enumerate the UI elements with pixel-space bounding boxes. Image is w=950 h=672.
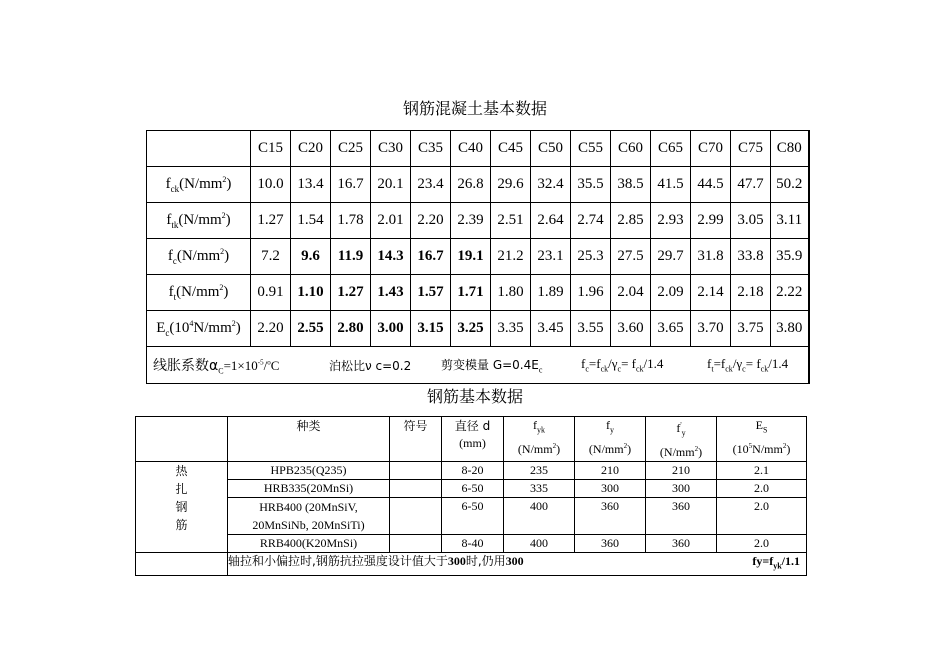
property-value: 2.51 xyxy=(491,203,531,239)
steel-fy: 360 xyxy=(575,535,646,553)
category-char: 钢 xyxy=(175,500,188,515)
property-value: 3.05 xyxy=(731,203,771,239)
steel-fyk: 400 xyxy=(504,498,575,535)
steel-type: HRB335(20MnSi) xyxy=(228,480,390,498)
property-label: $f_t(N/mm^2)$ xyxy=(147,275,251,311)
steel-header-row xyxy=(136,417,807,462)
steel-fy-prime: 210 xyxy=(646,462,717,480)
property-value: 3.15 xyxy=(411,311,451,347)
grade-header-cell: C30 xyxy=(371,131,411,167)
steel-table-title: 钢筋基本数据 xyxy=(426,387,523,406)
property-value: 35.9 xyxy=(771,239,809,275)
steel-diameter: 6-50 xyxy=(442,498,504,535)
concrete-property-row xyxy=(147,275,809,311)
steel-fyk: 400 xyxy=(504,535,575,553)
grade-header-cell: C15 xyxy=(251,131,291,167)
property-label: $f_c(N/mm^2)$ xyxy=(147,239,251,275)
grade-header-cell: C80 xyxy=(771,131,809,167)
property-value: 1.43 xyxy=(371,275,411,311)
property-value: 29.7 xyxy=(651,239,691,275)
steel-diameter: 6-50 xyxy=(442,480,504,498)
steel-fy: 210 xyxy=(575,462,646,480)
property-value: 1.89 xyxy=(531,275,571,311)
type-header: 种类 xyxy=(228,417,390,462)
property-value: 21.2 xyxy=(491,239,531,275)
property-value: 2.04 xyxy=(611,275,651,311)
shear-modulus: 剪变模量 $G=0.4E_c$ xyxy=(441,357,543,375)
steel-diameter: 8-20 xyxy=(442,462,504,480)
fy-header: $f_y$ $(N/mm^2)$ xyxy=(575,417,646,462)
property-label: $f_{tk}(N/mm^2)$ xyxy=(147,203,251,239)
property-value: 1.27 xyxy=(331,275,371,311)
concrete-property-row xyxy=(147,167,809,203)
property-value: 1.78 xyxy=(331,203,371,239)
steel-corner-cell xyxy=(136,417,228,462)
property-label: $E_c(10^4N/mm^2)$ xyxy=(147,311,251,347)
property-value: 47.7 xyxy=(731,167,771,203)
property-value: 0.91 xyxy=(251,275,291,311)
property-value: 38.5 xyxy=(611,167,651,203)
steel-symbol xyxy=(390,480,442,498)
property-value: 10.0 xyxy=(251,167,291,203)
property-value: 23.1 xyxy=(531,239,571,275)
property-value: 13.4 xyxy=(291,167,331,203)
property-value: 2.85 xyxy=(611,203,651,239)
grade-header-cell: C35 xyxy=(411,131,451,167)
property-value: 2.55 xyxy=(291,311,331,347)
steel-fy: 300 xyxy=(575,480,646,498)
property-value: 1.80 xyxy=(491,275,531,311)
property-value: 2.74 xyxy=(571,203,611,239)
property-value: 3.60 xyxy=(611,311,651,347)
fy-prime-header: $f'_y$ $(N/mm^2)$ xyxy=(646,417,717,462)
concrete-data-table xyxy=(146,130,810,384)
property-value: 3.11 xyxy=(771,203,809,239)
property-label: $f_{ck}(N/mm^2)$ xyxy=(147,167,251,203)
steel-type: RRB400(K20MnSi) xyxy=(228,535,390,553)
property-value: 2.20 xyxy=(251,311,291,347)
property-value: 1.54 xyxy=(291,203,331,239)
steel-note-row xyxy=(136,553,807,575)
property-value: 3.80 xyxy=(771,311,809,347)
property-value: 3.65 xyxy=(651,311,691,347)
category-char: 筋 xyxy=(175,518,188,533)
expansion-sub: C xyxy=(218,366,224,376)
steel-type: HPB235(Q235) xyxy=(228,462,390,480)
concrete-footer-cell xyxy=(147,347,809,384)
property-value: 2.14 xyxy=(691,275,731,311)
grade-header-cell: C55 xyxy=(571,131,611,167)
steel-fyk: 235 xyxy=(504,462,575,480)
grade-header-cell: C20 xyxy=(291,131,331,167)
diameter-header: 直径 d (mm) xyxy=(442,417,504,462)
fc-formula: $f_c=f_{ck}/\gamma_c= f_{ck}/1.4$ xyxy=(581,356,664,374)
property-value: 26.8 xyxy=(451,167,491,203)
concrete-footer-row xyxy=(147,347,809,384)
property-value: 1.10 xyxy=(291,275,331,311)
property-value: 2.93 xyxy=(651,203,691,239)
property-value: 1.71 xyxy=(451,275,491,311)
property-value: 2.99 xyxy=(691,203,731,239)
steel-diameter: 8-40 xyxy=(442,535,504,553)
grade-header-cell: C45 xyxy=(491,131,531,167)
steel-fy-prime: 300 xyxy=(646,480,717,498)
es-header: $E_S$ $(10^5N/mm^2)$ xyxy=(717,417,807,462)
expansion-unit: / xyxy=(263,357,268,373)
grade-header-cell: C25 xyxy=(331,131,371,167)
property-value: 29.6 xyxy=(491,167,531,203)
steel-fy-prime: 360 xyxy=(646,498,717,535)
steel-category-cell xyxy=(136,462,228,553)
steel-fy: 360 xyxy=(575,498,646,535)
property-value: 32.4 xyxy=(531,167,571,203)
property-value: 16.7 xyxy=(331,167,371,203)
property-value: 3.25 xyxy=(451,311,491,347)
property-value: 1.27 xyxy=(251,203,291,239)
category-char: 扎 xyxy=(175,482,188,497)
property-value: 2.01 xyxy=(371,203,411,239)
steel-note: 轴拉和小偏拉时,钢筋抗拉强度设计值大于300时,仍用300 $fy=f_{yk}/1.1$ xyxy=(228,553,807,575)
property-value: 3.35 xyxy=(491,311,531,347)
property-value: 35.5 xyxy=(571,167,611,203)
steel-note-blank xyxy=(136,553,228,575)
property-value: 33.8 xyxy=(731,239,771,275)
steel-es: 2.0 xyxy=(717,535,807,553)
property-value: 2.18 xyxy=(731,275,771,311)
ft-formula: $f_t=f_{ck}/\gamma_c= f_{ck}/1.4$ xyxy=(707,356,789,374)
steel-type: HRB400 (20MnSiV, 20MnSiNb, 20MnSiTi) xyxy=(228,498,390,535)
property-value: 16.7 xyxy=(411,239,451,275)
concrete-property-row xyxy=(147,311,809,347)
steel-data-table xyxy=(135,416,807,576)
property-value: 44.5 xyxy=(691,167,731,203)
grade-header-cell: C70 xyxy=(691,131,731,167)
property-value: 14.3 xyxy=(371,239,411,275)
property-value: 41.5 xyxy=(651,167,691,203)
concrete-property-row xyxy=(147,203,809,239)
steel-fy-prime: 360 xyxy=(646,535,717,553)
property-value: 2.20 xyxy=(411,203,451,239)
category-char: 热 xyxy=(175,464,188,479)
steel-symbol xyxy=(390,462,442,480)
expansion-exponent: -5 xyxy=(257,358,264,367)
concrete-property-row xyxy=(147,239,809,275)
steel-row xyxy=(136,480,807,498)
property-value: 2.22 xyxy=(771,275,809,311)
expansion-degree: o xyxy=(267,358,271,367)
property-value: 2.80 xyxy=(331,311,371,347)
steel-es: 2.1 xyxy=(717,462,807,480)
poisson-ratio: 泊松比ν c=0.2 xyxy=(329,358,412,373)
steel-row xyxy=(136,498,807,535)
corner-cell xyxy=(147,131,251,167)
grade-header-cell: C75 xyxy=(731,131,771,167)
property-value: 25.3 xyxy=(571,239,611,275)
property-value: 2.64 xyxy=(531,203,571,239)
property-value: 3.55 xyxy=(571,311,611,347)
property-value: 50.2 xyxy=(771,167,809,203)
steel-symbol xyxy=(390,535,442,553)
property-value: 3.70 xyxy=(691,311,731,347)
property-value: 7.2 xyxy=(251,239,291,275)
property-value: 3.75 xyxy=(731,311,771,347)
property-value: 19.1 xyxy=(451,239,491,275)
grade-header-row xyxy=(147,131,809,167)
grade-header-cell: C60 xyxy=(611,131,651,167)
steel-symbol xyxy=(390,498,442,535)
grade-header-cell: C65 xyxy=(651,131,691,167)
steel-es: 2.0 xyxy=(717,480,807,498)
grade-header-cell: C50 xyxy=(531,131,571,167)
property-value: 1.96 xyxy=(571,275,611,311)
expansion-coefficient-label: 线胀系数α xyxy=(153,357,219,374)
property-value: 3.00 xyxy=(371,311,411,347)
steel-row xyxy=(136,462,807,480)
concrete-table-title: 钢筋混凝土基本数据 xyxy=(402,99,547,118)
property-value: 2.09 xyxy=(651,275,691,311)
property-value: 23.4 xyxy=(411,167,451,203)
steel-fyk: 335 xyxy=(504,480,575,498)
grade-header-cell: C40 xyxy=(451,131,491,167)
expansion-value: =1×10 xyxy=(223,357,258,373)
expansion-end: C xyxy=(270,357,280,373)
property-value: 2.39 xyxy=(451,203,491,239)
property-value: 20.1 xyxy=(371,167,411,203)
fyk-header: $f_{yk}$ $(N/mm^2)$ xyxy=(504,417,575,462)
steel-row xyxy=(136,535,807,553)
property-value: 3.45 xyxy=(531,311,571,347)
property-value: 9.6 xyxy=(291,239,331,275)
steel-es: 2.0 xyxy=(717,498,807,535)
property-value: 27.5 xyxy=(611,239,651,275)
property-value: 11.9 xyxy=(331,239,371,275)
property-value: 31.8 xyxy=(691,239,731,275)
property-value: 1.57 xyxy=(411,275,451,311)
symbol-header: 符号 xyxy=(390,417,442,462)
